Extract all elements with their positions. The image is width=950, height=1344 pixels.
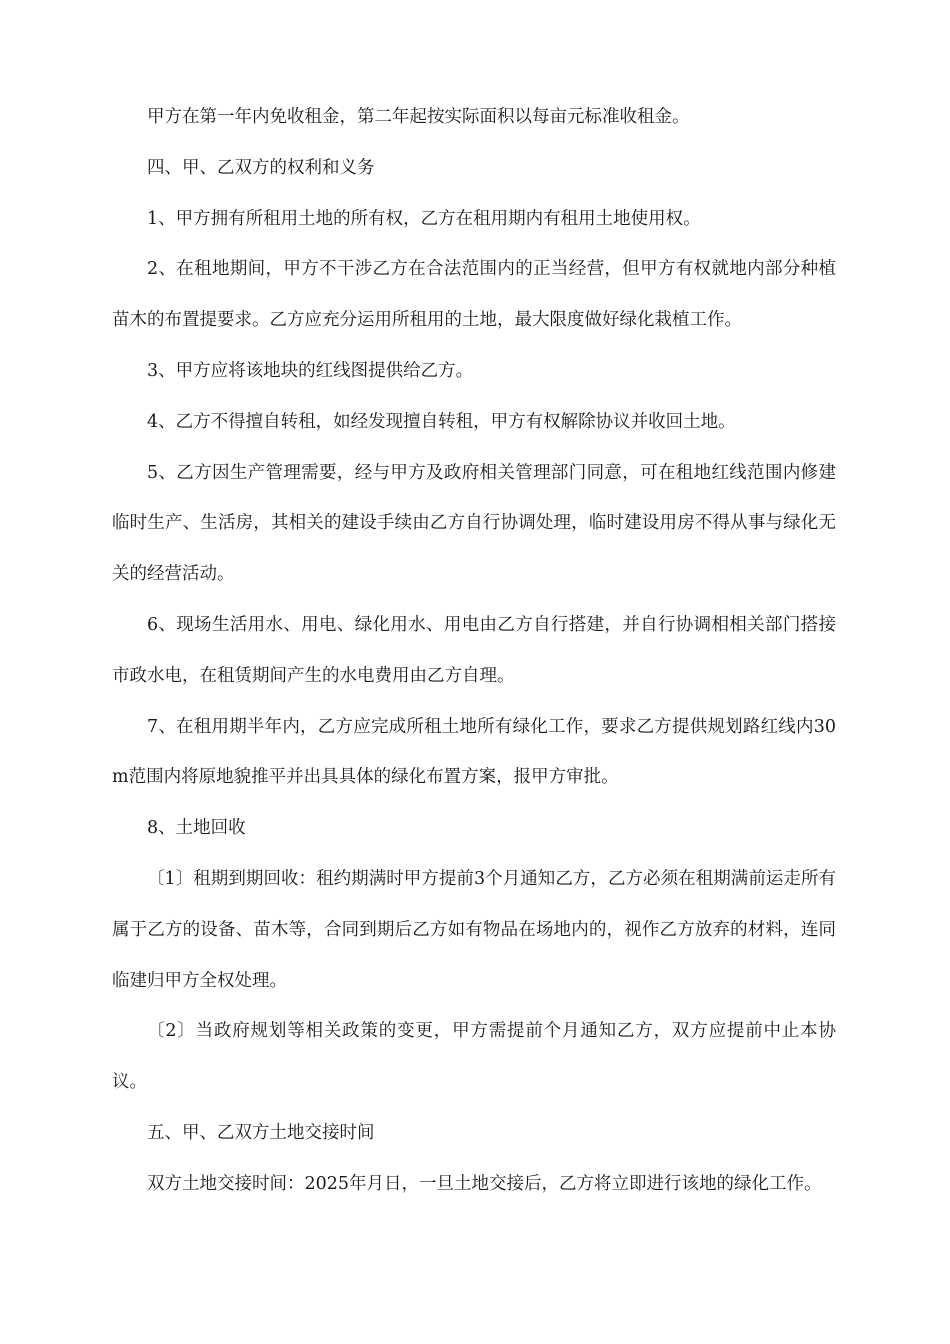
heading-land-handover: 五、甲、乙双方土地交接时间 (147, 1122, 375, 1143)
clause-8-item-2: 〔2〕当政府规划等相关政策的变更，甲方需提前个月通知乙方，双方应提前中止本协议。 (112, 1021, 836, 1093)
paragraph-rent-terms: 甲方在第一年内免收租金，第二年起按实际面积以每亩元标准收租金。 (147, 107, 690, 127)
heading-rights-obligations: 四、甲、乙双方的权利和义务 (147, 157, 375, 178)
paragraph-handover-time: 双方土地交接时间：2025年月日，一旦土地交接后，乙方将立即进行该地的绿化工作。 (147, 1173, 822, 1194)
clause-6-utilities: 6、现场生活用水、用电、绿化用水、用电由乙方自行搭建，并自行协调相相关部门搭接市政水电，在租赁期间产生的水电费用由乙方自理。 (112, 614, 836, 686)
clause-1-ownership: 1、甲方拥有所租用土地的所有权，乙方在租用期内有租用土地使用权。 (147, 208, 701, 229)
clause-2-operation: 2、在租地期间，甲方不干涉乙方在合法范围内的正当经营，但甲方有权就地内部分种植苗木的布置提要求。乙方应充分运用所租用的土地，最大限度做好绿化栽植工作。 (112, 259, 836, 331)
document-page (112, 92, 836, 1210)
clause-4-sublease: 4、乙方不得擅自转租，如经发现擅自转租，甲方有权解除协议并收回土地。 (147, 411, 736, 432)
clause-3-redline-map: 3、甲方应将该地块的红线图提供给乙方。 (147, 360, 474, 381)
clause-5-temporary-housing: 5、乙方因生产管理需要，经与甲方及政府相关管理部门同意，可在租地红线范围内修建临时生产、生活房，其相关的建设手续由乙方自行协调处理，临时建设用房不得从事与绿化无关的经营活动。 (112, 462, 836, 585)
clause-7-greening-work: 7、在租用期半年内，乙方应完成所租土地所有绿化工作，要求乙方提供规划路红线内30m范围内将原地貌推平并出具具体的绿化布置方案，报甲方审批。 (112, 716, 836, 788)
clause-8-land-recovery: 8、土地回收 (147, 818, 246, 839)
clause-8-item-1: 〔1〕租期到期回收：租约期满时甲方提前3个月通知乙方，乙方必须在租期满前运走所有属于乙方的设备、苗木等，合同到期后乙方如有物品在场地内的，视作乙方放弃的材料，连同临建归甲方全权处理。 (112, 868, 836, 991)
